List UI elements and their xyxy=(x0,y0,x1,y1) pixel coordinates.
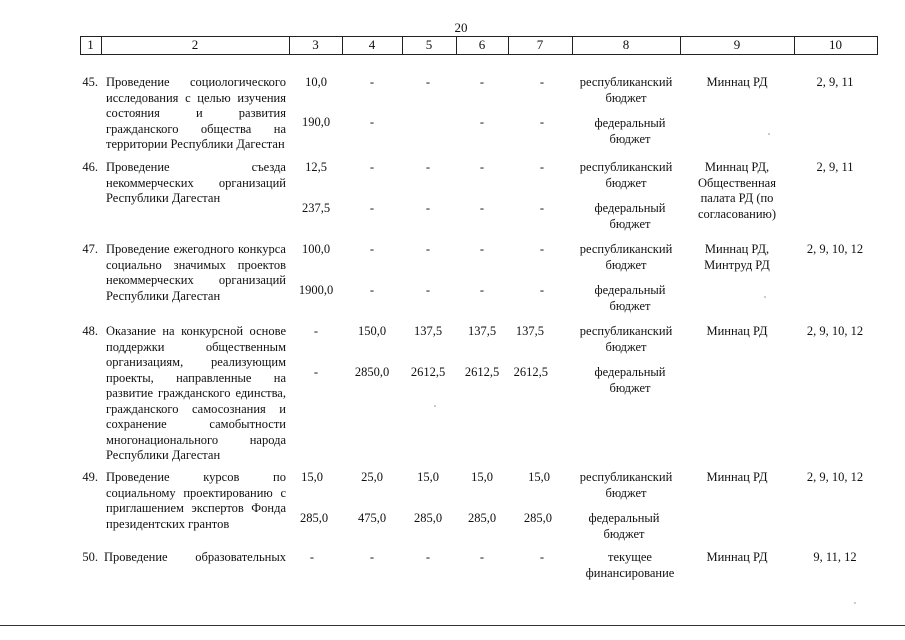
executor: Миннац РД, Общественная палата РД (по согласованию) xyxy=(697,160,777,221)
column-header: 4 xyxy=(368,37,376,52)
funding-source: федеральный бюджет xyxy=(594,283,666,313)
amount-cell: - xyxy=(479,283,485,297)
amount-cell: 15,0 xyxy=(417,470,439,484)
amount-cell: - xyxy=(369,160,375,174)
amount-cell: 475,0 xyxy=(357,511,387,525)
executor: Миннац РД xyxy=(706,470,768,484)
column-header: 8 xyxy=(622,37,630,52)
amount-cell: 15,0 xyxy=(301,470,323,484)
amount-cell: - xyxy=(425,160,431,174)
amount-cell: 285,0 xyxy=(299,511,329,525)
amount-cell: 2850,0 xyxy=(354,365,390,379)
funding-source: республиканский бюджет xyxy=(579,160,673,190)
page-bottom-edge xyxy=(0,625,905,626)
scan-speck xyxy=(764,296,766,298)
amount-cell: - xyxy=(539,75,544,89)
amount-cell: 2612,5 xyxy=(513,365,548,379)
executor: Миннац РД xyxy=(706,324,768,338)
funding-source: республиканский бюджет xyxy=(579,242,673,272)
amount-cell: - xyxy=(539,550,544,564)
scan-speck xyxy=(854,602,856,604)
amount-cell: - xyxy=(539,283,544,297)
measure-description: Оказание на конкурсной основе поддержки общественным организациям, реализующим проекты, направленные на развитие гражданского единства, гражданского самосознания и сохранение самобытности многонационального народа Республики Дагестан xyxy=(106,324,286,462)
amount-cell: 190,0 xyxy=(301,115,331,129)
column-header: 9 xyxy=(733,37,741,52)
row-number: 50. xyxy=(82,550,98,564)
funding-source: текущее финансирование xyxy=(585,550,675,580)
amount-cell: - xyxy=(369,283,375,297)
amount-cell: 285,0 xyxy=(413,511,443,525)
funding-source: федеральный бюджет xyxy=(588,511,660,541)
column-header: 6 xyxy=(478,37,486,52)
funding-source: федеральный бюджет xyxy=(594,365,666,395)
row-number: 47. xyxy=(82,242,98,256)
amount-cell: - xyxy=(313,365,319,379)
column-header: 1 xyxy=(87,37,94,52)
scan-speck xyxy=(768,133,770,135)
amount-cell: 285,0 xyxy=(467,511,497,525)
amount-cell: - xyxy=(369,75,375,89)
amount-cell: - xyxy=(309,550,315,564)
executor: Миннац РД xyxy=(706,75,768,89)
amount-cell: - xyxy=(425,242,431,256)
amount-cell: - xyxy=(539,201,544,215)
measure-description: Проведение съезда некоммерческих организаций Республики Дагестан xyxy=(106,160,286,205)
row-number: 49. xyxy=(82,470,98,484)
row-number: 48. xyxy=(82,324,98,338)
amount-cell: - xyxy=(313,324,319,338)
header-bottom-rule xyxy=(80,54,878,55)
amount-cell: 10,0 xyxy=(305,75,327,89)
amount-cell: - xyxy=(425,283,431,297)
amount-cell: - xyxy=(539,242,544,256)
amount-cell: 100,0 xyxy=(301,242,331,256)
amount-cell: - xyxy=(539,115,544,129)
amount-cell: - xyxy=(479,75,485,89)
column-header: 10 xyxy=(829,37,842,52)
indicators: 2, 9, 11 xyxy=(816,75,854,89)
column-header: 7 xyxy=(536,37,544,52)
amount-cell: 25,0 xyxy=(361,470,383,484)
amount-cell: - xyxy=(369,550,375,564)
amount-cell: - xyxy=(479,115,485,129)
amount-cell: - xyxy=(479,550,485,564)
measure-description: Проведение курсов по социальному проектированию с приглашением экспертов Фонда президентских грантов xyxy=(106,470,286,531)
executor: Миннац РД xyxy=(706,550,768,564)
amount-cell: 15,0 xyxy=(471,470,493,484)
amount-cell: 15,0 xyxy=(528,470,550,484)
amount-cell: 150,0 xyxy=(357,324,387,338)
amount-cell: 137,5 xyxy=(515,324,544,338)
indicators: 2, 9, 10, 12 xyxy=(806,324,864,338)
indicators: 2, 9, 10, 12 xyxy=(806,242,864,256)
funding-source: республиканский бюджет xyxy=(579,75,673,105)
amount-cell: - xyxy=(479,242,485,256)
measure-description: Проведение образовательных xyxy=(104,550,286,564)
column-header: 5 xyxy=(425,37,433,52)
column-header: 2 xyxy=(191,37,199,52)
funding-source: республиканский бюджет xyxy=(579,324,673,354)
page-number: 20 xyxy=(454,20,468,35)
amount-cell: - xyxy=(539,160,544,174)
amount-cell: 2612,5 xyxy=(464,365,500,379)
amount-cell: 137,5 xyxy=(413,324,443,338)
amount-cell: - xyxy=(479,160,485,174)
column-header: 3 xyxy=(312,37,319,52)
scan-speck xyxy=(434,405,436,407)
amount-cell: 237,5 xyxy=(301,201,331,215)
executor: Миннац РД, Минтруд РД xyxy=(704,242,770,272)
funding-source: федеральный бюджет xyxy=(594,116,666,146)
measure-description: Проведение ежегодного конкурса социально значимых проектов некоммерческих организаций Республики Дагестан xyxy=(106,242,286,303)
indicators: 9, 11, 12 xyxy=(813,550,857,564)
amount-cell: 137,5 xyxy=(467,324,497,338)
row-number: 46. xyxy=(82,160,98,174)
amount-cell: 1900,0 xyxy=(298,283,334,297)
amount-cell: - xyxy=(369,242,375,256)
amount-cell: - xyxy=(425,201,431,215)
amount-cell: 12,5 xyxy=(305,160,327,174)
amount-cell: 285,0 xyxy=(523,511,552,525)
amount-cell: - xyxy=(479,201,485,215)
row-number: 45. xyxy=(82,75,98,89)
indicators: 2, 9, 11 xyxy=(816,160,854,174)
amount-cell: - xyxy=(425,550,431,564)
amount-cell: - xyxy=(425,75,431,89)
amount-cell: - xyxy=(369,201,375,215)
measure-description: Проведение социологического исследования с целью изучения состояния и развития гражданского общества на территории Республики Дагестан xyxy=(106,75,286,151)
funding-source: федеральный бюджет xyxy=(594,201,666,231)
amount-cell: 2612,5 xyxy=(410,365,446,379)
funding-source: республиканский бюджет xyxy=(579,470,673,500)
header-divider xyxy=(877,36,878,54)
indicators: 2, 9, 10, 12 xyxy=(806,470,864,484)
amount-cell: - xyxy=(369,115,375,129)
